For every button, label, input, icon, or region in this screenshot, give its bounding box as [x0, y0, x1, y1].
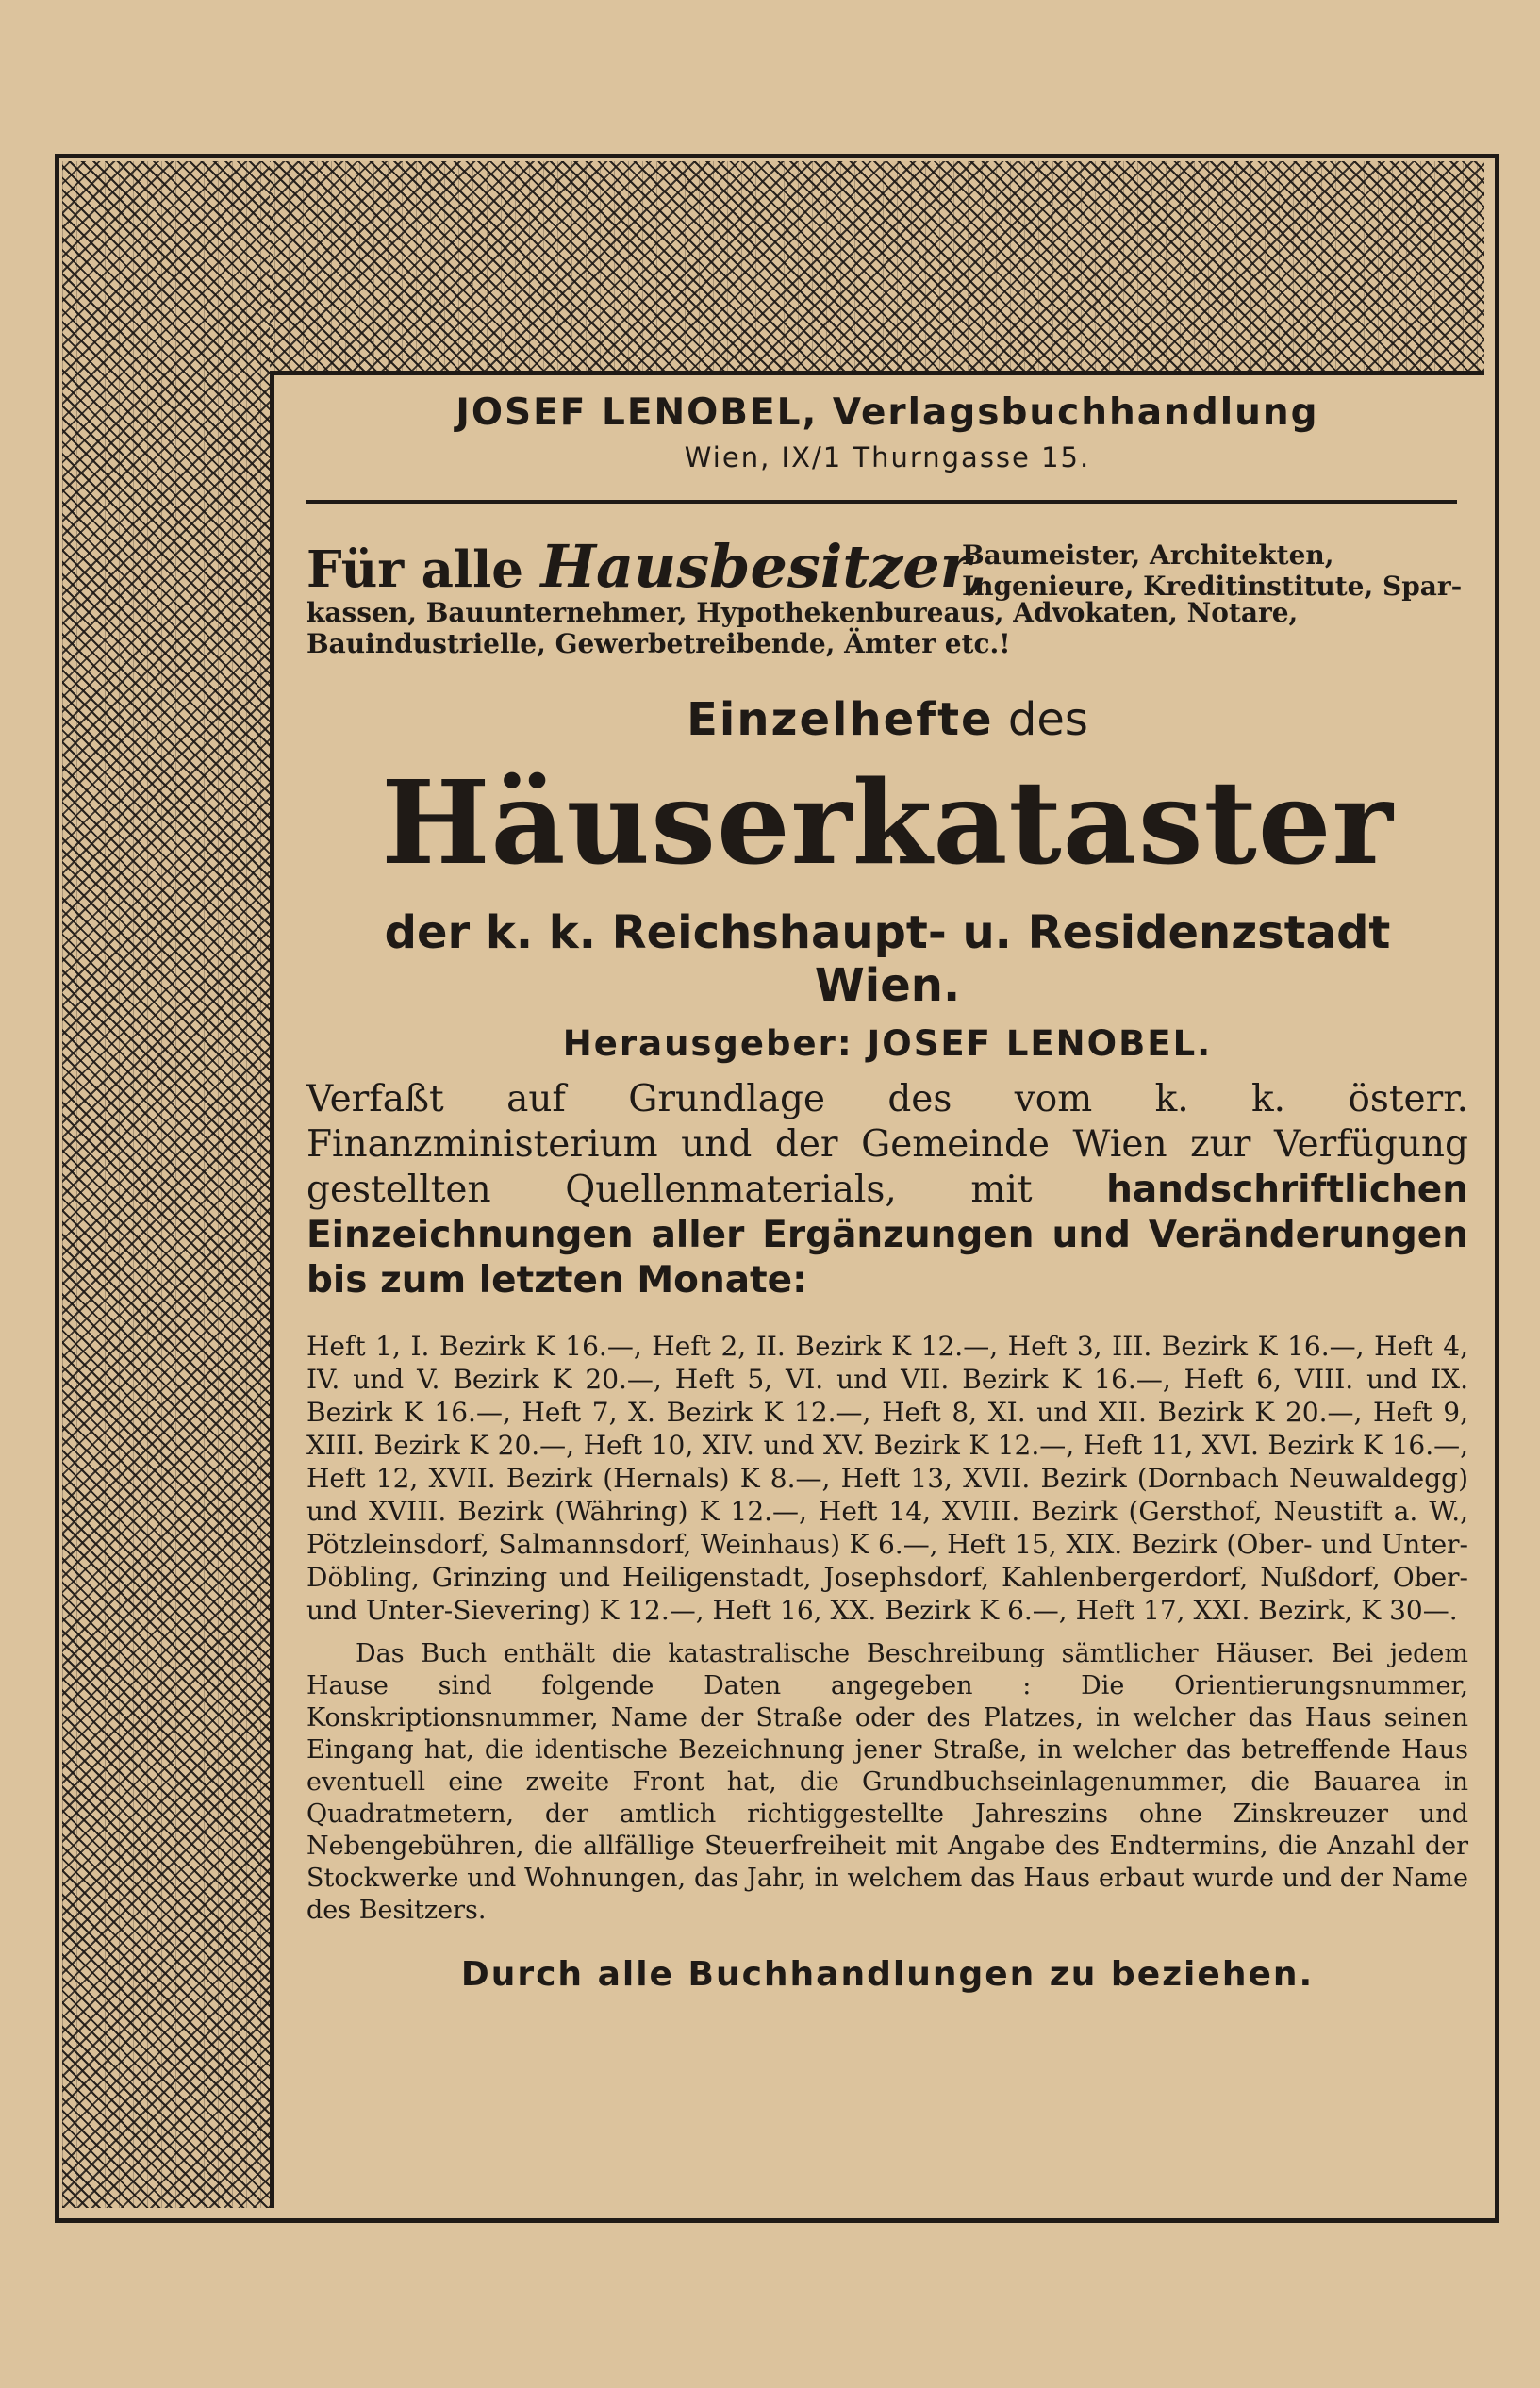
audience-highlight: Hausbesitzer, [540, 532, 987, 601]
inner-rule-top [270, 371, 1484, 375]
einzelhefte-rest: des [1007, 693, 1088, 746]
audience-inline: Baumeister, Architekten, Ingenieure, Kreditinstitute, Spar- [962, 539, 1463, 602]
target-audience [306, 532, 1468, 659]
inner-rule-left [270, 371, 274, 2208]
basis-text: Verfaßt auf Grundlage des vom k. k. österr. Finanzministerium und der Gemeinde Wien zur Verfügung gestellten Quellenmaterials, mit [306, 1078, 1468, 1211]
einzelhefte-heading [306, 693, 1468, 746]
basis-paragraph [306, 1077, 1468, 1303]
top-ornament-band [62, 161, 1484, 371]
audience-lead [306, 532, 986, 601]
basis-bold: handschriftlichen Einzeichnungen aller Ergänzungen und Veränderungen bis zum letzten Monate: [306, 1169, 1468, 1302]
advertisement-content [306, 391, 1468, 1994]
subtitle: der k. k. Reichshaupt- u. Residenzstadt Wien. [384, 906, 1391, 1012]
main-title: Häuserkataster [381, 755, 1394, 890]
left-ornament-band [62, 161, 270, 2208]
editor: Herausgeber: JOSEF LENOBEL. [562, 1023, 1213, 1064]
publisher-address: Wien, IX/1 Thurngasse 15. [684, 441, 1091, 473]
audience-rest: kassen, Bauunternehmer, Hypothekenbureaus, Advokaten, Notare, Bauindustrielle, Gewerbetreibende, Ämter etc.! [306, 597, 1299, 659]
audience-lead-text: Für alle [306, 540, 523, 599]
divider [306, 500, 1457, 504]
footer-note: Durch alle Buchhandlungen zu beziehen. [460, 1955, 1315, 1994]
einzelhefte-bold: Einzelhefte [687, 693, 994, 746]
publisher-name: JOSEF LENOBEL, Verlagsbuchhandlung [455, 391, 1319, 434]
heft-list: Heft 1, I. Bezirk K 16.—, Heft 2, II. Bezirk K 12.—, Heft 3, III. Bezirk K 16.—, Heft 4, IV. und V. Bezirk K 20.—, Heft 5, VI. und VII. Bezirk K 16.—, Heft 6, VIII. und IX. Bezirk K 16.—, Heft 7, X. Bezirk K 12.—, Heft 8, XI. und XII. Bezirk K 20.—, Heft 9, XIII. Bezirk K 20.—, Heft 10, XIV. und XV. Bezirk K 12.—, Heft 11, XVI. Bezirk K 16.—, Heft 12, XVII. Bezirk (Hernals) K 8.—, Heft 13, XVII. Bezirk (Dornbach Neuwaldegg) und XVIII. Bezirk (Währing) K 12.—, Heft 14, XVIII. Bezirk (Gersthof, Neustift a. W., Pötzleinsdorf, Salmannsdorf, Weinhaus) K 6.—, Heft 15, XIX. Bezirk (Ober- und Unter-Döbling, Grinzing und Heiligenstadt, Josephsdorf, Kahlenbergerdorf, Nußdorf, Ober- und Unter-Sievering) K 12.—, Heft 16, XX. Bezirk K 6.—, Heft 17, XXI. Bezirk, K 30—. [306, 1331, 1468, 1626]
description: Das Buch enthält die katastralische Beschreibung sämtlicher Häuser. Bei jedem Hause sind folgende Daten angegeben : Die Orientierungsnummer, Konskriptionsnummer, Name der Straße oder des Platzes, in welcher das Haus seinen Eingang hat, die identische Bezeichnung jener Straße, in welcher das betreffende Haus eventuell eine zweite Front hat, die Grundbuchseinlagenummer, die Bauarea in Quadratmetern, der amtlich richtiggestellte Jahreszins ohne Zinskreuzer und Nebengebühren, die allfällige Steuerfreiheit mit Angabe des Endtermins, die Anzahl der Stockwerke und Wohnungen, das Jahr, in welchem das Haus erbaut wurde und der Name des Besitzers. [306, 1639, 1468, 1925]
